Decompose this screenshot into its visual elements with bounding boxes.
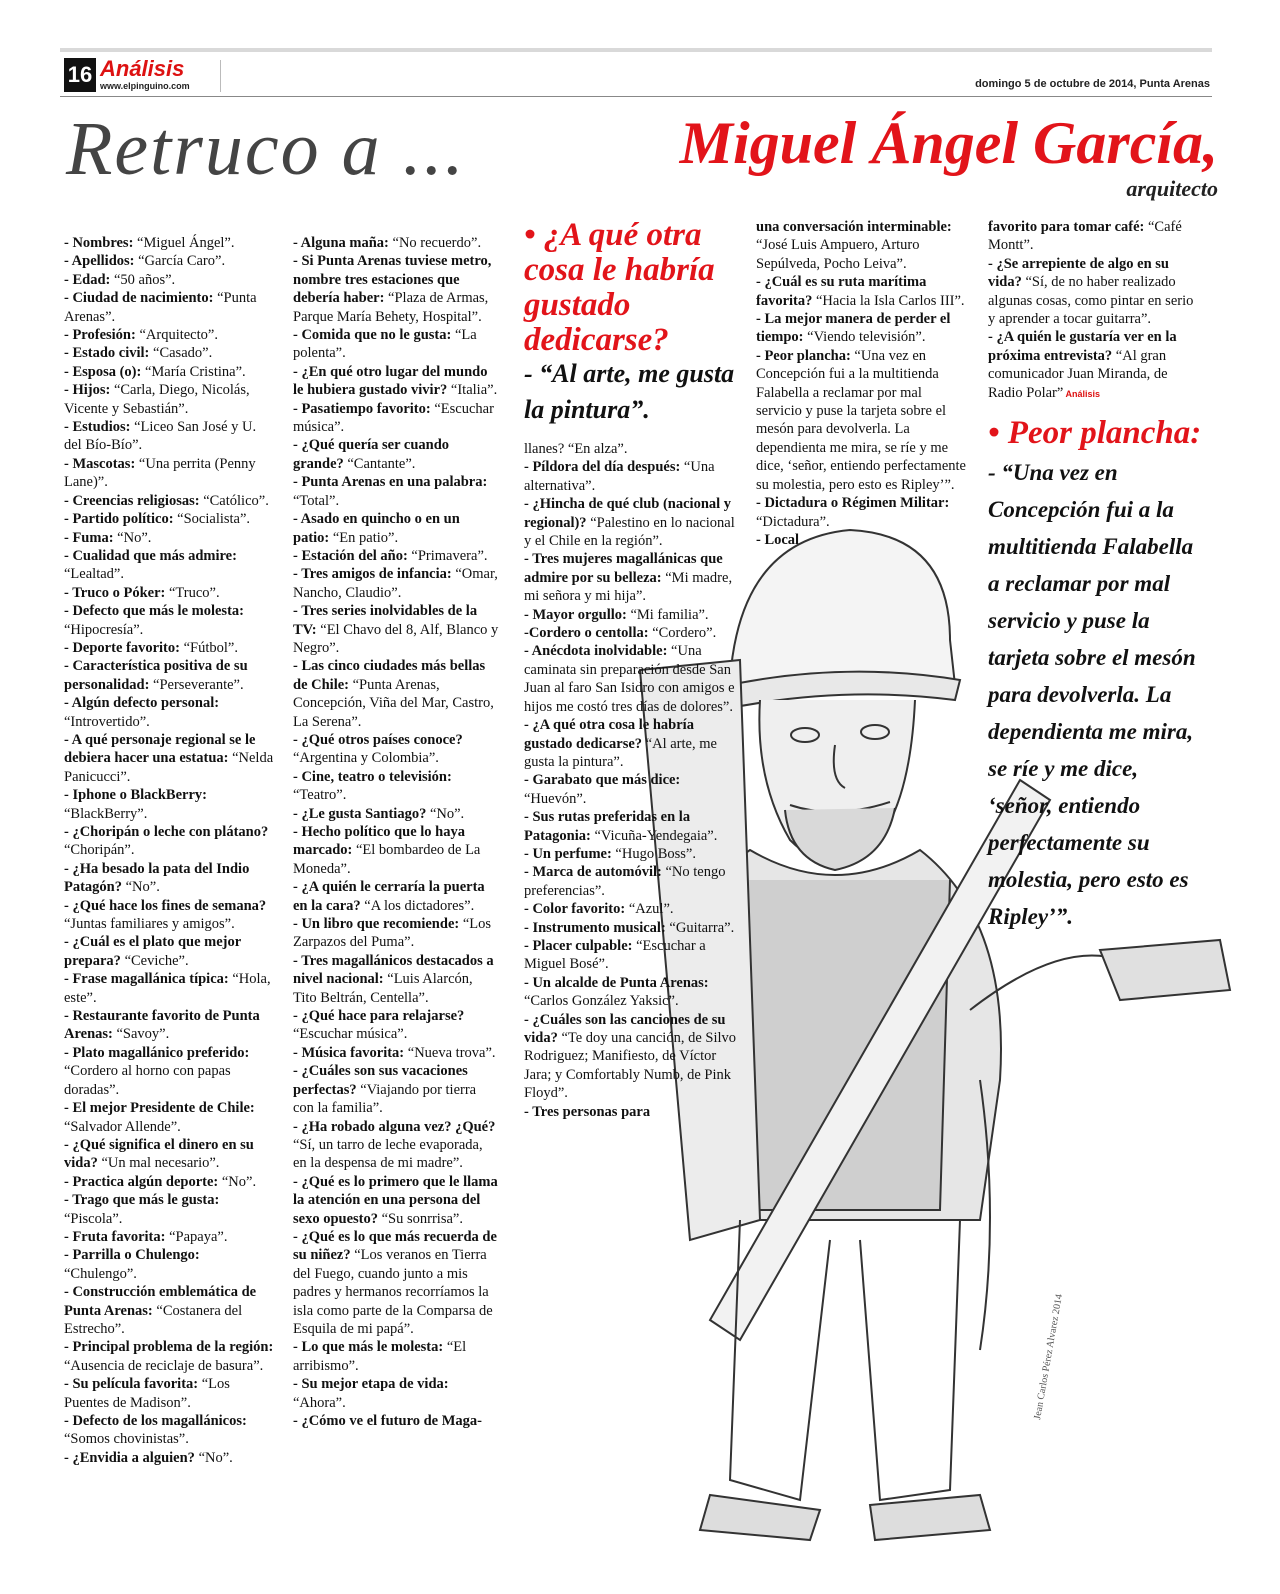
- qa-question: - Alguna maña:: [293, 235, 389, 251]
- qa-item: [64, 547, 274, 584]
- qa-item: [756, 218, 968, 273]
- qa-answer: “Católico”.: [199, 492, 269, 509]
- qa-question: - Estación del año:: [293, 547, 408, 564]
- qa-item: [293, 602, 499, 657]
- qa-question: - Píldora del día después:: [524, 459, 681, 476]
- qa-answer: “Escuchar a Miguel Bosé”.: [524, 937, 706, 973]
- qa-answer: “Truco”.: [165, 584, 220, 601]
- qa-answer: “Lealtad”.: [64, 566, 124, 583]
- qa-item: [64, 1136, 274, 1173]
- qa-question: - ¿Qué quería ser cuando grande?: [293, 437, 450, 472]
- qa-answer: “Los Zarpazos del Puma”.: [293, 916, 492, 951]
- qa-question: - ¿Ha robado alguna vez? ¿Qué?: [293, 1118, 496, 1135]
- qa-item: [64, 418, 274, 455]
- qa-answer: “José Luis Ampuero, Arturo Sepúlveda, Pocho Leiva”.: [756, 237, 920, 272]
- qa-column-4: [756, 218, 968, 549]
- qa-question: una conversación interminable:: [756, 219, 952, 235]
- qa-answer: “Hipocresía”.: [64, 621, 144, 638]
- qa-item: [293, 952, 499, 1007]
- qa-item: [64, 860, 274, 897]
- qa-item: [293, 768, 499, 805]
- qa-answer: “Un mal necesario”.: [97, 1155, 220, 1172]
- qa-item: [524, 606, 736, 624]
- qa-answer: “Ausencia de reciclaje de basura”.: [64, 1357, 264, 1374]
- header-rule: [60, 96, 1212, 97]
- qa-question: - Parrilla o Chulengo:: [64, 1247, 200, 1264]
- qa-item: [64, 897, 274, 934]
- qa-question: - Instrumento musical:: [524, 919, 666, 936]
- qa-question: - ¿A quién le gustaría ver en la próxima entrevista?: [988, 329, 1177, 364]
- qa-item: [64, 1375, 274, 1412]
- interviewee-profession: arquitecto: [1126, 176, 1218, 201]
- qa-answer: “Azul”.: [625, 901, 674, 918]
- qa-item: [293, 1062, 499, 1117]
- qa-question: - ¿A quién le cerraría la puerta en la cara?: [293, 879, 485, 914]
- qa-answer: “García Caro”.: [134, 253, 226, 270]
- qa-question: - Restaurante favorito de Punta Arenas:: [64, 1008, 260, 1043]
- qa-answer: “Escuchar música”.: [293, 1026, 408, 1043]
- qa-item: [524, 919, 736, 937]
- qa-item: [64, 1099, 274, 1136]
- qa-item: [293, 326, 499, 363]
- qa-answer: “No”.: [122, 879, 160, 896]
- qa-question: - ¿Qué es lo que más recuerda de su niñez?: [293, 1228, 497, 1264]
- qa-question: - Las cinco ciudades más bellas de Chile:: [293, 658, 486, 693]
- qa-question: - Frase magallánica típica:: [64, 971, 229, 988]
- qa-question: - ¿Cuáles son sus vacaciones perfectas?: [293, 1063, 468, 1098]
- qa-answer: “Cantante”.: [343, 455, 416, 472]
- qa-question: - Punta Arenas en una palabra:: [293, 474, 488, 491]
- qa-item: [64, 529, 274, 547]
- qa-item: [524, 458, 736, 495]
- qa-question: - Característica positiva de su personalidad:: [64, 658, 248, 693]
- qa-question: - Fuma:: [64, 529, 114, 546]
- qa-question: - Defecto que más le molesta:: [64, 603, 244, 620]
- qa-item: [64, 381, 274, 418]
- qa-answer: “Total”.: [293, 492, 340, 509]
- callout-text: - “Una vez en Concepción fui a la multitienda Falabella a reclamar por mal servicio y puse la tarjeta sobre el mesón para devolverla. La dependienta me mira, se ríe y me dice, ‘señor, entiendo perfectamente su molestia, pero esto es Ripley’”.: [988, 460, 1196, 929]
- qa-answer: “Salvador Allende”.: [64, 1118, 181, 1135]
- qa-question: - ¿Hincha de qué club (nacional y regional)?: [524, 496, 732, 531]
- qa-question: - Creencias religiosas:: [64, 492, 200, 509]
- qa-item: [293, 731, 499, 768]
- page-number: 16: [64, 58, 96, 92]
- qa-answer: “Introvertido”.: [64, 713, 150, 730]
- qa-question: - Placer culpable:: [524, 937, 633, 954]
- qa-question: - ¿Qué hace los fines de semana?: [64, 897, 267, 914]
- qa-item: [293, 400, 499, 437]
- qa-answer: “Ahora”.: [293, 1394, 346, 1411]
- qa-question: - Iphone o BlackBerry:: [64, 787, 207, 804]
- qa-question: favorito para tomar café:: [988, 219, 1145, 235]
- qa-answer: “Cordero al horno con papas doradas”.: [64, 1063, 231, 1098]
- qa-item: [524, 974, 736, 1011]
- qa-answer: “María Cristina”.: [141, 363, 246, 380]
- qa-answer: “Hola, este”.: [64, 971, 271, 1006]
- qa-answer: “Arquitecto”.: [135, 327, 218, 344]
- qa-answer: “Luis Alarcón, Tito Beltrán, Centella”.: [293, 971, 473, 1006]
- qa-item: [64, 234, 274, 252]
- illustration-signature: Jean Carlos Pérez Alvarez 2014: [1032, 1293, 1066, 1421]
- qa-question: - Mayor orgullo:: [524, 606, 627, 623]
- qa-question: - Hijos:: [64, 382, 111, 399]
- qa-item: [64, 1246, 274, 1283]
- qa-answer: “Palestino en lo nacional y el Chile en la región”.: [524, 514, 735, 550]
- qa-answer: “Huevón”.: [524, 790, 587, 807]
- qa-question: - Practica algún deporte:: [64, 1173, 219, 1190]
- qa-item: [64, 363, 274, 381]
- qa-item: [293, 1173, 499, 1228]
- qa-item: [64, 602, 274, 639]
- qa-question: - Tres series inolvidables de la TV:: [293, 603, 478, 638]
- qa-question: - Un libro que recomiende:: [293, 916, 460, 933]
- qa-answer: “El Chavo del 8, Alf, Blanco y Negro”.: [293, 621, 499, 656]
- qa-item: [988, 218, 1196, 255]
- qa-item: [64, 1338, 274, 1375]
- qa-item: [64, 1191, 274, 1228]
- qa-column-1: [64, 234, 274, 1467]
- qa-question: - Anécdota inolvidable:: [524, 643, 668, 660]
- qa-item: [293, 436, 499, 473]
- qa-question: - Construcción emblemática de Punta Arenas:: [64, 1284, 257, 1319]
- qa-item: [524, 771, 736, 808]
- qa-item: [293, 1228, 499, 1338]
- qa-answer: “Sí, de no haber realizado algunas cosas, como pintar en serio y aprender a tocar guitarra”.: [988, 274, 1194, 328]
- qa-answer: “La polenta”.: [293, 327, 477, 362]
- qa-answer: “Al gran comunicador Juan Miranda, de Radio Polar”: [988, 347, 1168, 401]
- qa-item: [64, 252, 274, 270]
- qa-answer: “Argentina y Colombia”.: [293, 750, 439, 767]
- qa-question: - ¿Cuál es su ruta marítima favorita?: [756, 274, 927, 309]
- qa-item: [64, 1007, 274, 1044]
- qa-answer: “Miguel Ángel”.: [133, 235, 235, 251]
- qa-question: - ¿Cuál es el plato que mejor prepara?: [64, 934, 241, 969]
- qa-item: [524, 550, 736, 605]
- callout-heading: • Peor plancha:: [988, 415, 1202, 451]
- qa-answer: “Carlos González Yaksic”.: [524, 993, 679, 1010]
- qa-answer: “A los dictadores”.: [360, 897, 475, 914]
- qa-answer: “Una perrita (Penny Lane)”.: [64, 455, 256, 491]
- qa-item: [64, 271, 274, 289]
- qa-question: - ¿Qué otros países conoce?: [293, 731, 463, 748]
- qa-question: - Principal problema de la región:: [64, 1339, 274, 1356]
- qa-answer: “BlackBerry”.: [64, 805, 148, 822]
- qa-column-5: [988, 218, 1196, 403]
- qa-question: - Nombres:: [64, 235, 134, 251]
- qa-item: [524, 440, 736, 458]
- qa-item: [524, 808, 736, 845]
- qa-answer: “Liceo San José y U. del Bío-Bío”.: [64, 419, 257, 454]
- qa-question: - Deporte favorito:: [64, 639, 180, 656]
- qa-question: - Local: [756, 531, 800, 548]
- qa-item: [293, 1044, 499, 1062]
- qa-answer: “Nueva trova”.: [404, 1044, 496, 1061]
- qa-answer: “Hacia la Isla Carlos III”.: [812, 292, 965, 309]
- pull-quote-answer: - “Al arte, me gusta la pintura”.: [524, 359, 735, 424]
- qa-answer: “Carla, Diego, Nicolás, Vicente y Sebastián”.: [64, 382, 250, 417]
- qa-answer: “Costanera del Estrecho”.: [64, 1302, 243, 1337]
- qa-answer: “Café Montt”.: [988, 219, 1182, 254]
- header-separator: [220, 60, 221, 92]
- qa-item: [756, 494, 968, 531]
- qa-question: - Música favorita:: [293, 1044, 405, 1061]
- qa-answer: “50 años”.: [110, 271, 176, 288]
- qa-item: [64, 731, 274, 786]
- qa-item: [293, 252, 499, 326]
- qa-question: - Fruta favorita:: [64, 1228, 166, 1245]
- qa-answer: “No”.: [426, 805, 465, 822]
- qa-answer: “Ceviche”.: [120, 952, 189, 969]
- qa-item: [524, 1103, 736, 1121]
- qa-item: [293, 1375, 499, 1412]
- qa-answer: “Dictadura”.: [756, 513, 830, 530]
- qa-answer: “Los veranos en Tierra del Fuego, cuando junto a mis padres y hermanos recorríamos la isla como parte de la Comparsa de Esquila de mi papá”.: [293, 1247, 493, 1337]
- qa-answer: “Viendo televisión”.: [803, 329, 926, 346]
- qa-answer: “Socialista”.: [173, 511, 251, 528]
- qa-question: - Su película favorita:: [64, 1376, 199, 1393]
- qa-answer: “Te doy una canción, de Silvo Rodriguez; Manifiesto, de Víctor Jara; y Comfortably Numb, de Pink Floyd”.: [524, 1030, 737, 1102]
- qa-item: [64, 1449, 274, 1467]
- qa-item: [293, 1007, 499, 1044]
- qa-answer: “Chulengo”.: [64, 1265, 137, 1282]
- interviewee-name: Miguel Ángel García,: [679, 110, 1218, 176]
- qa-item: [524, 1011, 736, 1103]
- qa-answer: “Su sonrrisa”.: [378, 1210, 463, 1227]
- qa-answer: “Choripán”.: [64, 842, 135, 859]
- qa-answer: “No tengo preferencias”.: [524, 864, 726, 899]
- qa-answer: “Escuchar música”.: [293, 400, 494, 436]
- qa-item: [64, 823, 274, 860]
- qa-answer: “Los Puentes de Madison”.: [64, 1376, 230, 1411]
- qa-question: - ¿Le gusta Santiago?: [293, 805, 427, 822]
- section-title: Retruco a ...: [66, 107, 466, 191]
- qa-question: - Tres amigos de infancia:: [293, 566, 452, 583]
- qa-item: [524, 495, 736, 550]
- end-mark-logo: Análisis: [1063, 388, 1100, 399]
- qa-answer: “Al arte, me gusta la pintura”.: [524, 735, 717, 770]
- qa-item: [64, 492, 274, 510]
- qa-answer: “No”.: [218, 1173, 257, 1190]
- qa-question: - Color favorito:: [524, 901, 626, 918]
- qa-item: [64, 970, 274, 1007]
- qa-item: [64, 1283, 274, 1338]
- qa-item: [64, 584, 274, 602]
- qa-answer: “Savoy”.: [112, 1026, 170, 1043]
- qa-item: [524, 845, 736, 863]
- qa-question: - Estudios:: [64, 419, 131, 436]
- qa-item: [64, 1044, 274, 1099]
- qa-question: - Trago que más le gusta:: [64, 1192, 220, 1209]
- qa-item: [293, 565, 499, 602]
- qa-item: [293, 1338, 499, 1375]
- qa-question: - Tres personas para: [524, 1103, 651, 1120]
- qa-question: - ¿A qué otra cosa le habría gustado dedicarse?: [524, 717, 694, 752]
- qa-item: [64, 639, 274, 657]
- qa-item: [64, 694, 274, 731]
- qa-question: - Mascotas:: [64, 455, 136, 472]
- qa-item: [524, 937, 736, 974]
- qa-answer: llanes? “En alza”.: [524, 441, 628, 457]
- qa-question: - Plato magallánico preferido:: [64, 1044, 250, 1061]
- qa-question: - ¿Ha besado la pata del Indio Patagón?: [64, 860, 250, 896]
- qa-question: - ¿Cómo ve el futuro de Maga-: [293, 1413, 483, 1429]
- qa-question: - Garabato que más dice:: [524, 772, 681, 789]
- qa-question: - Truco o Póker:: [64, 584, 166, 601]
- qa-item: [988, 328, 1196, 403]
- qa-answer: “En patio”.: [329, 529, 399, 546]
- qa-answer: “Una caminata sin preparación desde San Juan al faro San Isidro con amigos e hijos me costó tres días de dolores”.: [524, 643, 735, 715]
- qa-item: [293, 915, 499, 952]
- qa-question: - Cine, teatro o televisión:: [293, 768, 452, 785]
- qa-answer: “Perseverante”.: [149, 676, 244, 693]
- qa-question: - La mejor manera de perder el tiempo:: [756, 311, 951, 346]
- edition-date: domingo 5 de octubre de 2014, Punta Arenas: [975, 78, 1210, 90]
- qa-column-3: [524, 440, 736, 1121]
- qa-answer: “Mi madre, mi señora y mi hija”.: [524, 569, 733, 605]
- qa-question: - Cualidad que más admire:: [64, 547, 237, 564]
- qa-answer: “Somos chovinistas”.: [64, 1431, 189, 1448]
- qa-item: [64, 1412, 274, 1449]
- qa-item: [524, 863, 736, 900]
- qa-answer: “Casado”.: [149, 345, 213, 362]
- qa-answer: “Teatro”.: [293, 787, 347, 804]
- qa-question: - Tres mujeres magallánicas que admire por su belleza:: [524, 551, 723, 586]
- qa-question: - Defecto de los magallánicos:: [64, 1413, 247, 1429]
- qa-question: - ¿En qué otro lugar del mundo le hubiera gustado vivir?: [293, 363, 488, 399]
- qa-item: [756, 273, 968, 310]
- qa-answer: “No recuerdo”.: [388, 235, 482, 251]
- qa-question: - ¿Qué significa el dinero en su vida?: [64, 1136, 254, 1172]
- pull-quote-question: • ¿A qué otra cosa le habría gustado dedicarse?: [524, 217, 715, 358]
- qa-answer: “Plaza de Armas, Parque María Behety, Hospital”.: [293, 290, 489, 325]
- qa-item: [293, 363, 499, 400]
- qa-question: - Ciudad de nacimiento:: [64, 290, 214, 307]
- qa-item: [756, 531, 968, 549]
- qa-question: - Comida que no le gusta:: [293, 327, 452, 344]
- qa-item: [293, 510, 499, 547]
- qa-item: [524, 716, 736, 771]
- qa-answer: “Nelda Panicucci”.: [64, 750, 274, 785]
- qa-answer: “Hugo Boss”.: [611, 845, 696, 862]
- qa-answer: “Punta Arenas, Concepción, Viña del Mar, Castro, La Serena”.: [293, 676, 494, 730]
- qa-question: - Esposa (o):: [64, 363, 142, 380]
- qa-item: [64, 344, 274, 362]
- qa-question: - Si Punta Arenas tuviese metro, nombre tres estaciones que debería haber:: [293, 253, 492, 307]
- qa-answer: “Cordero”.: [648, 625, 717, 642]
- qa-question: - ¿Cuáles son las canciones de su vida?: [524, 1011, 726, 1046]
- qa-answer: “Vicuña-Yendegaia”.: [590, 827, 718, 844]
- qa-answer: “Primavera”.: [407, 547, 488, 564]
- qa-question: - Un alcalde de Punta Arenas:: [524, 974, 709, 991]
- qa-answer: “Piscola”.: [64, 1210, 123, 1227]
- qa-answer: “El arribismo”.: [293, 1339, 467, 1374]
- qa-item: [64, 289, 274, 326]
- qa-answer: “Sí, un tarro de leche evaporada, en la despensa de mi madre”.: [293, 1136, 483, 1172]
- qa-question: - ¿Envidia a alguien?: [64, 1449, 195, 1466]
- qa-answer: “Juntas familiares y amigos”.: [64, 916, 235, 933]
- qa-item: [64, 933, 274, 970]
- qa-answer: “Punta Arenas”.: [64, 290, 257, 325]
- qa-question: - Algún defecto personal:: [64, 695, 220, 712]
- qa-question: - Peor plancha:: [756, 347, 851, 364]
- qa-question: - Asado en quincho o en un patio:: [293, 511, 460, 546]
- qa-question: - Tres magallánicos destacados a nivel nacional:: [293, 952, 494, 988]
- qa-item: [293, 473, 499, 510]
- qa-item: [293, 234, 499, 252]
- qa-column-2: [293, 234, 499, 1430]
- qa-item: [756, 310, 968, 347]
- qa-answer: “No”.: [113, 529, 152, 546]
- qa-question: - Edad:: [64, 271, 111, 288]
- header-bar: [60, 48, 1212, 52]
- qa-question: - El mejor Presidente de Chile:: [64, 1100, 255, 1117]
- qa-answer: “Mi familia”.: [626, 606, 709, 623]
- qa-item: [64, 657, 274, 694]
- qa-question: - Marca de automóvil:: [524, 864, 662, 881]
- qa-item: [988, 255, 1196, 329]
- qa-question: - A qué personaje regional se le debiera hacer una estatua:: [64, 731, 256, 767]
- qa-answer: “Una alternativa”.: [524, 459, 715, 494]
- qa-item: [64, 455, 274, 492]
- qa-question: - Estado civil:: [64, 345, 150, 362]
- qa-answer: “Guitarra”.: [665, 919, 735, 936]
- qa-item: [293, 805, 499, 823]
- qa-item: [293, 547, 499, 565]
- qa-item: [293, 878, 499, 915]
- qa-question: - Su mejor etapa de vida:: [293, 1376, 449, 1393]
- qa-item: [64, 510, 274, 528]
- qa-item: [756, 347, 968, 494]
- qa-question: - Sus rutas preferidas en la Patagonia:: [524, 809, 691, 844]
- qa-question: -Cordero o centolla:: [524, 625, 649, 642]
- qa-answer: “Viajando por tierra con la familia”.: [293, 1081, 477, 1117]
- qa-item: [64, 786, 274, 823]
- qa-question: - Dictadura o Régimen Militar:: [756, 495, 950, 512]
- qa-answer: “Una vez en Concepción fui a la multitienda Falabella a reclamar por mal servicio y puse la tarjeta sobre el mesón para devolverla. La dependienta me mira, se ríe y me dice, ‘señor, entiendo perfectamente su molestia, pero esto es Ripley’”.: [756, 347, 966, 493]
- qa-answer: “Fútbol”.: [179, 639, 238, 656]
- brand-logo[interactable]: Análisis: [100, 56, 185, 81]
- qa-question: - ¿Se arrepiente de algo en su vida?: [988, 255, 1169, 291]
- qa-item: [524, 624, 736, 642]
- qa-item: [293, 1412, 499, 1430]
- brand-url[interactable]: www.elpinguino.com: [100, 81, 190, 91]
- qa-question: - Lo que más le molesta:: [293, 1339, 444, 1356]
- qa-question: - Partido político:: [64, 511, 174, 528]
- qa-item: [293, 1118, 499, 1173]
- qa-question: - Pasatiempo favorito:: [293, 400, 431, 417]
- qa-question: - ¿Choripán o leche con plátano?: [64, 824, 269, 840]
- qa-question: - ¿Qué es lo primero que le llama la atención en una persona del sexo opuesto?: [293, 1173, 498, 1227]
- qa-answer: “No”.: [194, 1449, 233, 1466]
- qa-item: [293, 823, 499, 878]
- qa-item: [293, 657, 499, 731]
- qa-question: - Apellidos:: [64, 253, 135, 270]
- qa-answer: “Omar, Nancho, Claudio”.: [293, 566, 498, 601]
- qa-question: - Un perfume:: [524, 845, 612, 862]
- qa-answer: “Italia”.: [447, 382, 498, 399]
- qa-item: [524, 900, 736, 918]
- qa-question: - Hecho político que lo haya marcado:: [293, 824, 465, 859]
- qa-item: [524, 642, 736, 716]
- qa-item: [64, 326, 274, 344]
- qa-item: [64, 1173, 274, 1191]
- qa-answer: “Papaya”.: [165, 1228, 228, 1245]
- qa-answer: “El bombardeo de La Moneda”.: [293, 842, 481, 877]
- qa-question: - ¿Qué hace para relajarse?: [293, 1008, 465, 1025]
- qa-item: [64, 1228, 274, 1246]
- qa-question: - Profesión:: [64, 327, 136, 344]
